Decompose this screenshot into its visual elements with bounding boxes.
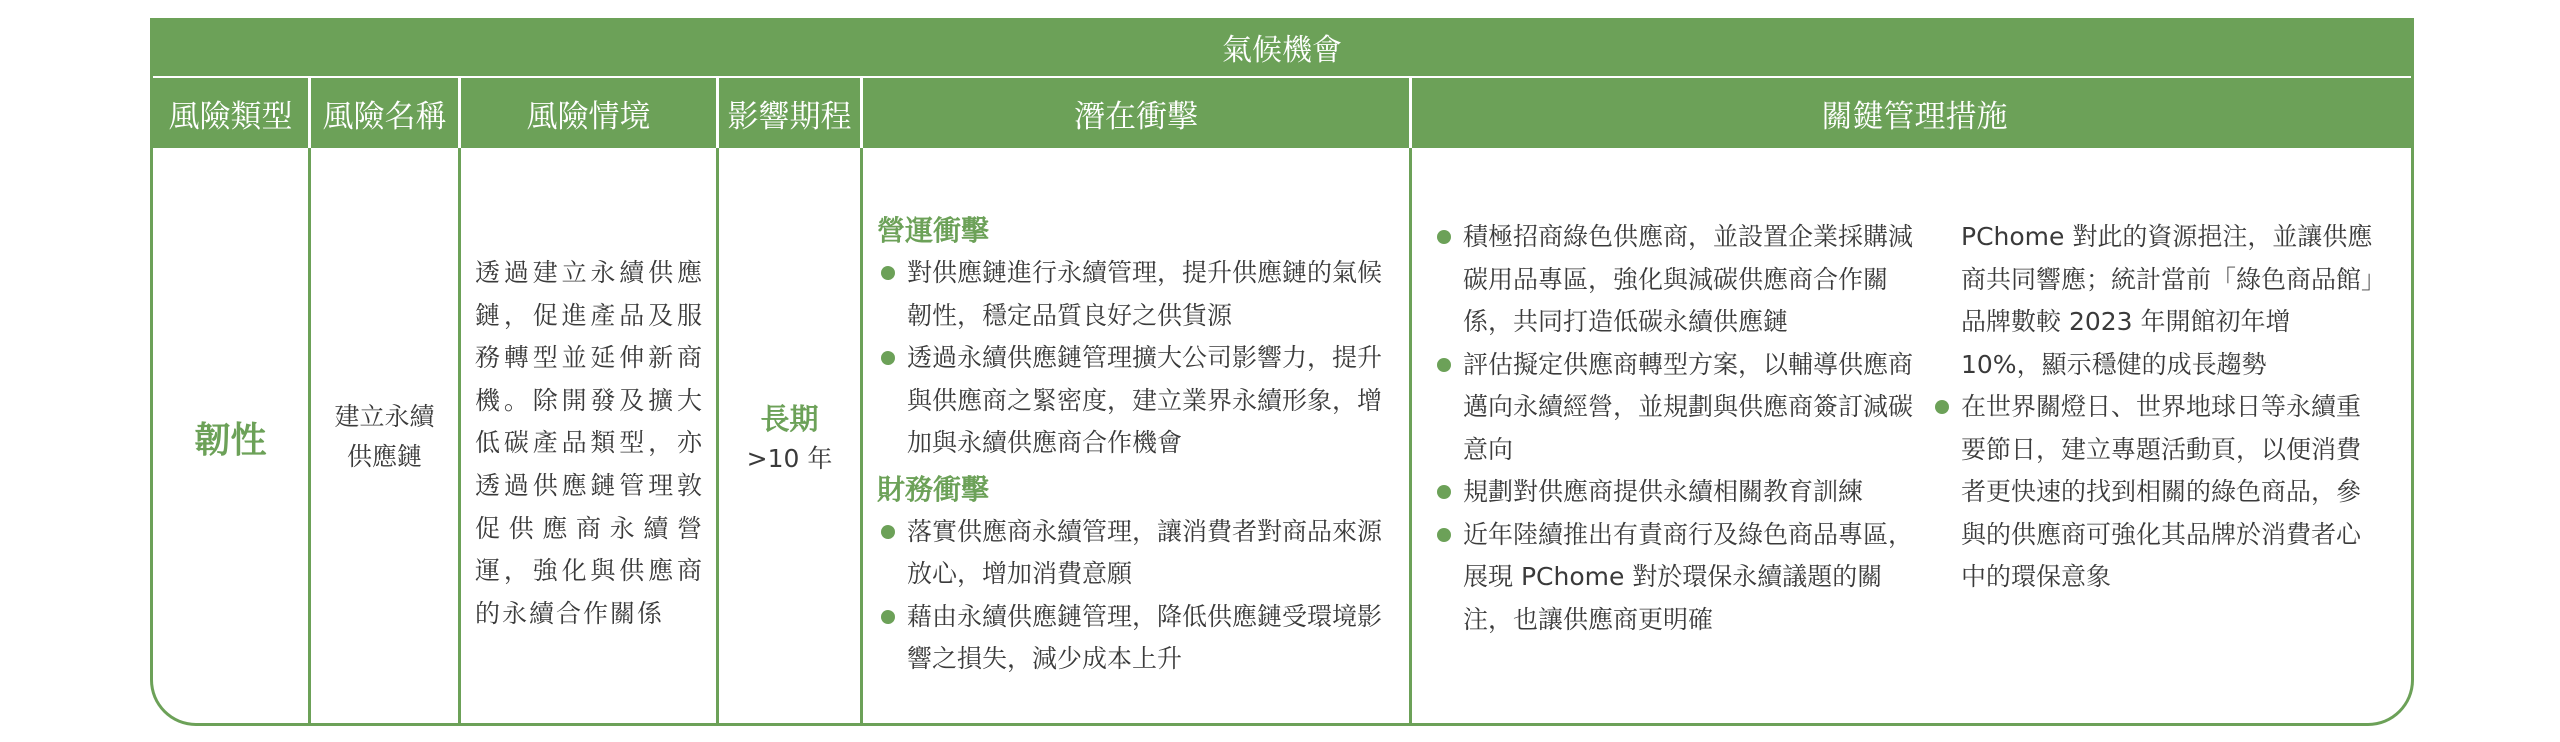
list-item: 近年陸續推出有責商行及綠色商品專區，展現 PChome 對於環保永續議題的關注，也讓供應商更明確 xyxy=(1433,514,1919,642)
period-sub: >10 年 xyxy=(746,444,833,473)
financial-impact-heading: 財務衝擊 xyxy=(877,472,990,506)
list-item: 對供應鏈進行永續管理，提升供應鏈的氣候韌性，穩定品質良好之供貨源 xyxy=(877,252,1389,337)
list-item: 在世界關燈日、世界地球日等永續重要節日，建立專題活動頁，以便消費者更快速的找到相關的綠色商品，參與的供應商可強化其品牌於消費者心中的環保意象 xyxy=(1931,386,2377,599)
risk-type-value: 韌性 xyxy=(194,419,267,461)
climate-opportunity-table xyxy=(150,18,2414,726)
col-header-risk-type: 風險類型 xyxy=(168,98,293,135)
list-item: 透過永續供應鏈管理擴大公司影響力，提升與供應商之緊密度，建立業界永續形象，增加與永續供應商合作機會 xyxy=(877,337,1389,465)
col-header-scenario: 風險情境 xyxy=(526,98,651,135)
measures-list-left xyxy=(1433,216,1919,641)
list-item: 規劃對供應商提供永續相關教育訓練 xyxy=(1433,471,1919,514)
operations-impact-heading: 營運衝擊 xyxy=(877,214,990,247)
list-item: 積極招商綠色供應商，並設置企業採購減碳用品專區，強化與減碳供應商合作關係，共同打造低碳永續供應鏈 xyxy=(1433,216,1919,344)
measures-right-cell xyxy=(1931,148,2377,726)
operations-impact-list xyxy=(877,252,1389,465)
scenario-cell: 透過建立永續供應鏈，促進產品及服務轉型並延伸新商機。除開發及擴大低碳產品類型，亦透過供應鏈管理敦促供應商永續營運，強化與供應商的永續合作關係 xyxy=(475,258,704,628)
col-header-measures: 關鍵管理措施 xyxy=(1821,98,2008,135)
period-main: 長期 xyxy=(760,402,819,436)
col-header-period: 影響期程 xyxy=(727,98,852,135)
period-cell xyxy=(719,148,860,726)
impact-cell xyxy=(863,148,1409,726)
measures-left-cell xyxy=(1433,148,1919,726)
table-title: 氣候機會 xyxy=(153,18,2411,76)
risk-name-line2: 供應鏈 xyxy=(346,442,422,471)
header-row xyxy=(153,78,2411,148)
risk-type-cell xyxy=(153,148,308,726)
column-divider xyxy=(1409,148,1412,726)
list-item: 藉由永續供應鏈管理，降低供應鏈受環境影響之損失，減少成本上升 xyxy=(877,596,1389,681)
measures-continued-text: PChome 對此的資源挹注，並讓供應商共同響應；統計當前「綠色商品館」品牌數較 2023 年開館初年增 10%，顯示穩健的成長趨勢 xyxy=(1961,222,2374,379)
risk-name-line1: 建立永續 xyxy=(334,402,435,431)
col-header-risk-name: 風險名稱 xyxy=(322,98,447,135)
list-item: 評估擬定供應商轉型方案，以輔導供應商邁向永續經營，並規劃與供應商簽訂減碳意向 xyxy=(1433,344,1919,472)
measures-list-right xyxy=(1931,386,2377,599)
list-item: 落實供應商永續管理，讓消費者對商品來源放心，增加消費意願 xyxy=(877,511,1389,596)
risk-name-cell xyxy=(311,148,458,726)
financial-impact-list xyxy=(877,511,1389,681)
col-header-impact: 潛在衝擊 xyxy=(1074,98,1198,135)
